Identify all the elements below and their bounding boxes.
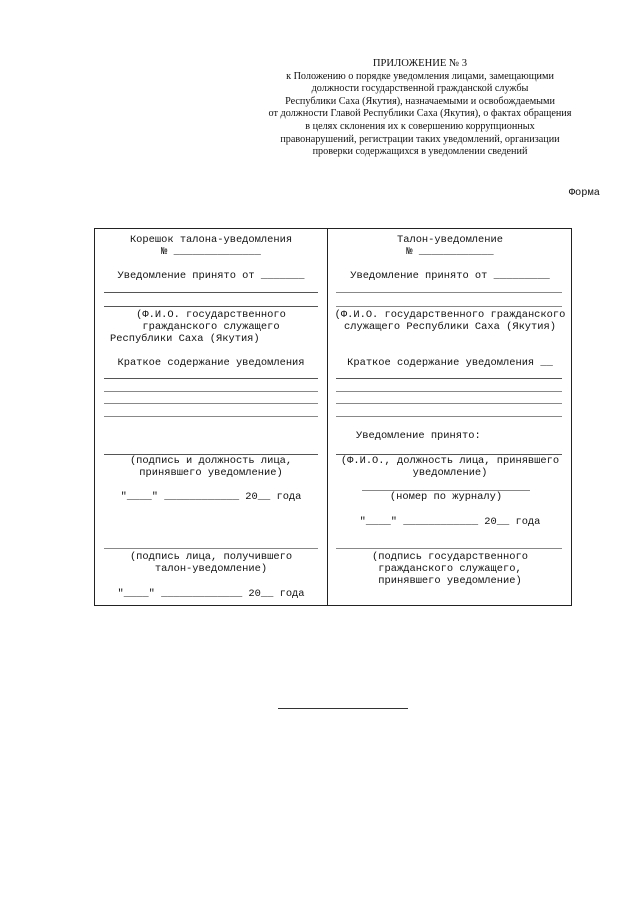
talon-sign-caption: принявшего уведомление): [378, 575, 522, 587]
talon-sign-line[interactable]: [336, 548, 562, 549]
talon-sign-caption: (подпись государственного: [372, 551, 528, 563]
header-line: правонарушений, регистрации таких уведомлений, организации: [280, 133, 560, 145]
stub-summary-line[interactable]: [104, 416, 318, 417]
header-line: Республики Саха (Якутия), назначаемыми и освобождаемыми: [285, 95, 555, 107]
talon-summary-line[interactable]: [336, 378, 562, 379]
stub-sign-caption: (подпись и должность лица,: [129, 455, 293, 467]
stub-summary-line[interactable]: [104, 378, 318, 379]
stub-date: "____" ____________ 20__ года: [120, 491, 302, 503]
stub-fio-caption: гражданского служащего: [142, 321, 280, 333]
talon-summary-line[interactable]: [336, 403, 562, 404]
stub-receiver-date: "____" _____________ 20__ года: [117, 588, 305, 600]
talon-fio-line[interactable]: [336, 292, 562, 293]
talon-fio-caption: (Ф.И.О. государственного гражданского: [334, 309, 566, 321]
form-column-divider: [327, 228, 328, 606]
form-label: Форма: [568, 187, 600, 199]
stub-fio-caption: Республики Саха (Якутия): [110, 333, 260, 345]
header-line: в целях склонения их к совершению коррупционных: [305, 120, 535, 132]
talon-summary-label: Краткое содержание уведомления __: [347, 357, 553, 369]
stub-receiver-caption: талон-уведомление): [154, 563, 268, 575]
stub-fio-line[interactable]: [104, 292, 318, 293]
talon-fio-caption: служащего Республики Саха (Якутия): [343, 321, 556, 333]
stub-title: Корешок талона-уведомления: [129, 234, 293, 246]
talon-receiver-caption: (Ф.И.О., должность лица, принявшего: [340, 455, 560, 467]
header-line: к Положению о порядке уведомления лицами, замещающими: [286, 70, 554, 82]
talon-summary-line[interactable]: [336, 391, 562, 392]
stub-accepted-from: Уведомление принято от _______: [117, 270, 305, 282]
talon-journal-caption: (номер по журналу): [389, 491, 503, 503]
talon-accepted-from: Уведомление принято от _________: [350, 270, 550, 282]
stub-number: № ______________: [161, 246, 261, 258]
stub-summary-line[interactable]: [104, 403, 318, 404]
talon-receiver-caption: уведомление): [412, 467, 488, 479]
form-frame: [94, 228, 572, 606]
header-line: от должности Главой Республики Саха (Якутия), о фактах обращения: [268, 108, 572, 120]
talon-accepted: Уведомление принято:: [356, 430, 481, 442]
stub-fio-line[interactable]: [104, 306, 318, 307]
talon-title: Талон-уведомление: [396, 234, 503, 246]
talon-number: № ____________: [406, 246, 494, 258]
header-line: должности государственной гражданской службы: [311, 83, 529, 95]
document-header: [240, 58, 600, 159]
stub-sign-caption: принявшего уведомление): [139, 467, 283, 479]
talon-summary-line[interactable]: [336, 416, 562, 417]
stub-receiver-line[interactable]: [104, 548, 318, 549]
stub-summary-label: Краткое содержание уведомления: [117, 357, 305, 369]
footer-separator: [278, 708, 408, 709]
stub-fio-caption: (Ф.И.О. государственного: [136, 309, 286, 321]
header-line: проверки содержащихся в уведомлении сведений: [312, 146, 528, 158]
stub-summary-line[interactable]: [104, 391, 318, 392]
talon-fio-line[interactable]: [336, 306, 562, 307]
talon-date: "____" ____________ 20__ года: [359, 516, 541, 528]
talon-sign-caption: гражданского служащего,: [378, 563, 522, 575]
appendix-title: ПРИЛОЖЕНИЕ № 3: [372, 58, 468, 69]
stub-receiver-caption: (подпись лица, получившего: [129, 551, 293, 563]
